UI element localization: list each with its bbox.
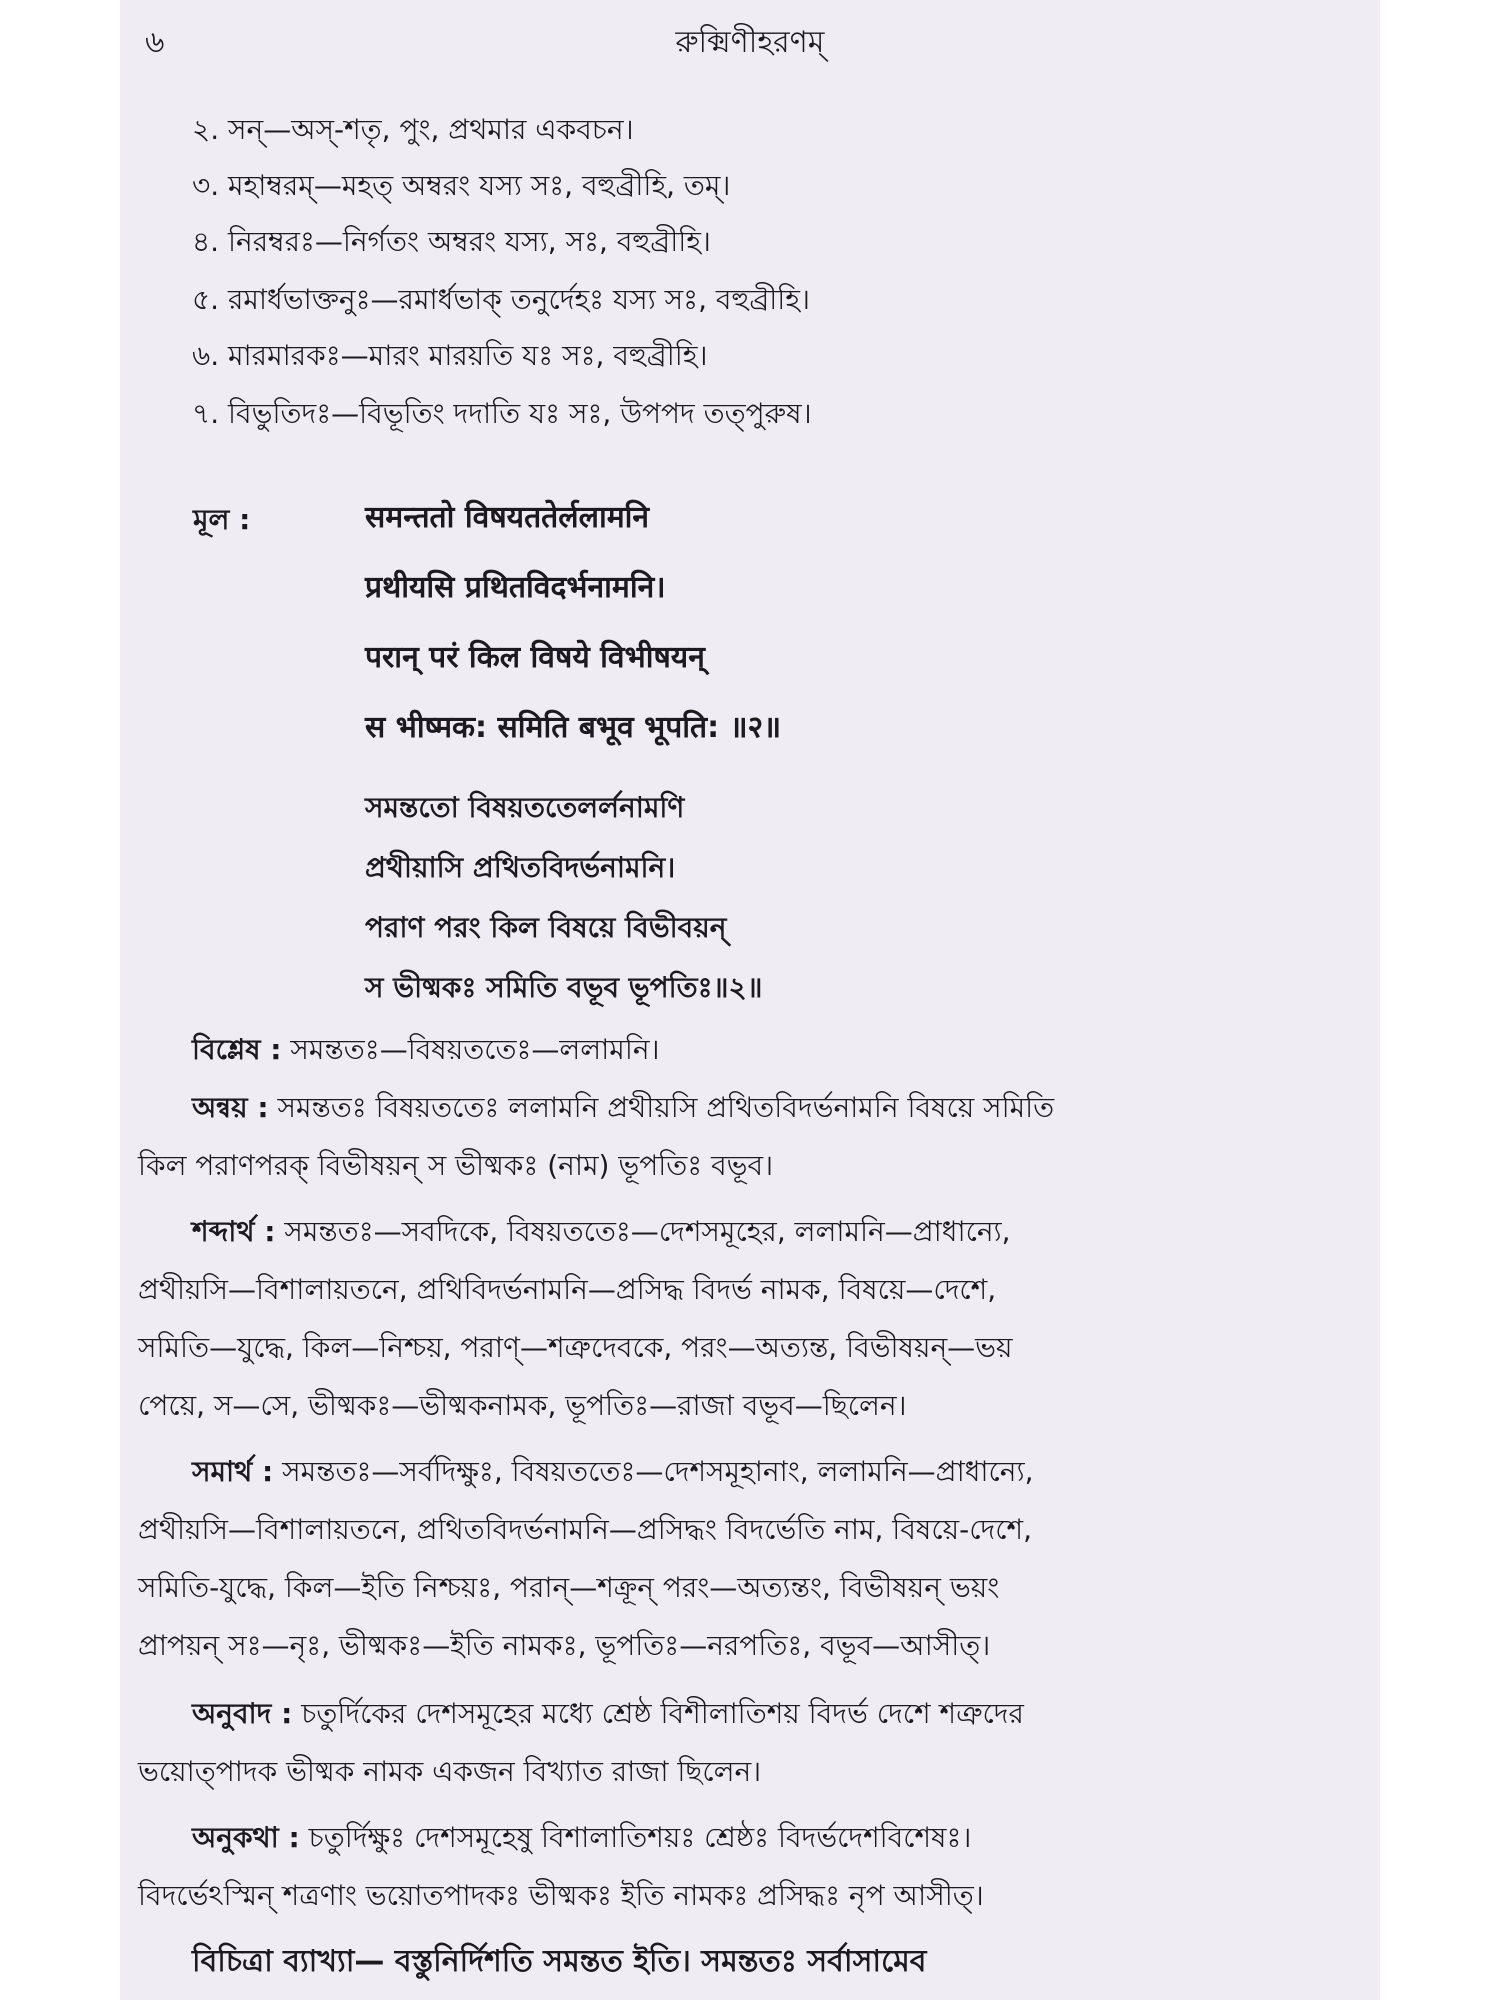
samartha-line-1 [192, 1452, 1312, 1492]
note-2: ২. সন্—অস্-শতৃ, পুং, প্রথমার একবচন। [192, 113, 634, 146]
note-7: ৭. বিভুতিদঃ—বিভূতিং দদাতি যঃ সঃ, উপপদ তত্পুরুষ। [192, 397, 812, 430]
anuvad-text-1: চতুর্দিকের দেশসমূহের মধ্যে শ্রেষ্ঠ বিশীলাতিশয় বিদর্ভ দেশে শত্রুদের [301, 1697, 1024, 1730]
bengali-verse-line-2: প্রথীয়াসি প্রথিতবিদর্ভনামনি। [365, 851, 676, 884]
anvay-label: অন্বয় : [192, 1091, 269, 1124]
samartha-line-4: প্রাপয়ন্ সঃ—নৃঃ, ভীষ্মকঃ—ইতি নামকঃ, ভূপতিঃ—নরপতিঃ, বভূব—আসীত্। [138, 1629, 991, 1662]
bishlesh-line [192, 1030, 1312, 1070]
bengali-verse-line-3: পরাণ পরং কিল বিষয়ে বিভীবয়ন্ [365, 911, 727, 944]
samartha-label: সমার্থ : [192, 1455, 274, 1488]
bengali-verse-line-4: স ভীষ্মকঃ সমিতি বভূব ভূপতিঃ॥২॥ [365, 971, 763, 1004]
note-5: ৫. রমার্ধভাক্তনুঃ—রমার্ধভাক্ তনুর্দেহঃ যস্য সঃ, বহুব্রীহি। [192, 283, 811, 316]
shabdartha-text-1: সমন্ততঃ—সবদিকে, বিষয়ততেঃ—দেশসমূহের, ললামনি—প্রাধান্যে, [284, 1215, 1011, 1248]
anukatha-label: অনুকথা : [192, 1821, 300, 1854]
bengali-verse-line-1: সমন্ততো বিষয়ততেলর্লনামণি [365, 791, 685, 824]
bishlesh-text: সমন্ততঃ—বিষয়ততেঃ—ললামনি। [290, 1033, 660, 1066]
running-title: রুক্মিণীহরণম্ [675, 25, 825, 60]
mula-line-1: समन्ततो विषयततेर्ललामनि [365, 500, 650, 535]
anukatha-line-2: বিদর্ভেঽস্মিন্ শত্রণাং ভয়োতপাদকঃ ভীষ্মকঃ ইতি নামকঃ প্রসিদ্ধঃ নৃপ আসীত্। [138, 1879, 984, 1912]
note-6: ৬. মারমারকঃ—মারং মারয়তি যঃ সঃ, বহুব্রীহি। [192, 339, 708, 372]
shabdartha-line-1 [192, 1212, 1312, 1252]
book-page [120, 0, 1380, 2000]
shabdartha-line-3: সমিতি—যুদ্ধে, কিল—নিশ্চয়, পরাণ্—শত্রুদেবকে, পরং—অত্যন্ত, বিভীষয়ন্—ভয় [138, 1331, 1013, 1364]
samartha-line-3: সমিতি-যুদ্ধে, কিল—ইতি নিশ্চয়ঃ, পরান্—শক্রূন্ পরং—অত্যন্তং, বিভীষয়ন্ ভয়ং [138, 1571, 1000, 1604]
mula-line-4: स भीष्मक: समिति बभूव भूपति: ॥२॥ [365, 710, 782, 745]
shabdartha-label: শব্দার্থ : [192, 1215, 276, 1248]
bishlesh-label: বিশ্লেষ : [192, 1033, 282, 1066]
note-4: ৪. নিরম্বরঃ—নির্গতং অম্বরং যস্য, সঃ, বহুব্রীহি। [192, 225, 711, 258]
anuvad-line-2: ভয়োত্পাদক ভীষ্মক নামক একজন বিখ্যাত রাজা ছিলেন। [138, 1755, 762, 1788]
note-3: ৩. মহাম্বরম্—মহত্ অম্বরং যস্য সঃ, বহুব্রীহি, তম্। [192, 169, 731, 202]
anvay-line-1 [192, 1088, 1312, 1128]
shabdartha-line-4: পেয়ে, স—সে, ভীষ্মকঃ—ভীষ্মকনামক, ভূপতিঃ—রাজা বভূব—ছিলেন। [138, 1389, 907, 1422]
anuvad-label: অনুবাদ : [192, 1697, 293, 1730]
anvay-line-2: কিল পরাণপরক্ বিভীষয়ন্ স ভীষ্মকঃ (নাম) ভূপতিঃ বভূব। [138, 1149, 774, 1182]
shabdartha-line-2: প্রথীয়সি—বিশালায়তনে, প্রথিবিদর্ভনামনি—প্রসিদ্ধ বিদর্ভ নামক, বিষয়ে—দেশে, [138, 1273, 997, 1306]
anvay-text-1: সমন্ততঃ বিষয়ততেঃ ললামনি প্রথীয়সি প্রথিতবিদর্ভনামনি বিষয়ে সমিতি [277, 1091, 1055, 1124]
mula-line-3: परान् परं किल विषये विभीषयन् [365, 640, 705, 675]
samartha-line-2: প্রথীয়সি—বিশালায়তনে, প্রথিতবিদর্ভনামনি—প্রসিদ্ধং বিদর্ভেতি নাম, বিষয়ে-দেশে, [138, 1513, 1032, 1546]
samartha-text-1: সমন্ততঃ—সর্বদিক্ষুঃ, বিষয়ততেঃ—দেশসমূহানাং, ললামনি—প্রাধান্যে, [282, 1455, 1034, 1488]
mula-label: মূল : [193, 503, 251, 536]
anukatha-line-1 [192, 1818, 1312, 1858]
anukatha-text-1: চতুর্দিক্ষুঃ দেশসমূহেষু বিশালাতিশয়ঃ শ্রেষ্ঠঃ বিদর্ভদেশবিশেষঃ। [308, 1821, 972, 1854]
anuvad-line-1 [192, 1694, 1312, 1734]
mula-line-2: प्रथीयसि प्रथितविदर्भनामनि। [365, 570, 666, 605]
vyakhya-line [192, 1942, 1312, 1982]
vyakhya-label: বিচিত্রা ব্যাখ্যা— [192, 1944, 385, 1979]
vyakhya-text: বস্তুনির্দিশতি সমন্তত ইতি। সমন্ততঃ সর্বাসামেব [394, 1944, 927, 1979]
page-number: ৬ [145, 25, 165, 60]
